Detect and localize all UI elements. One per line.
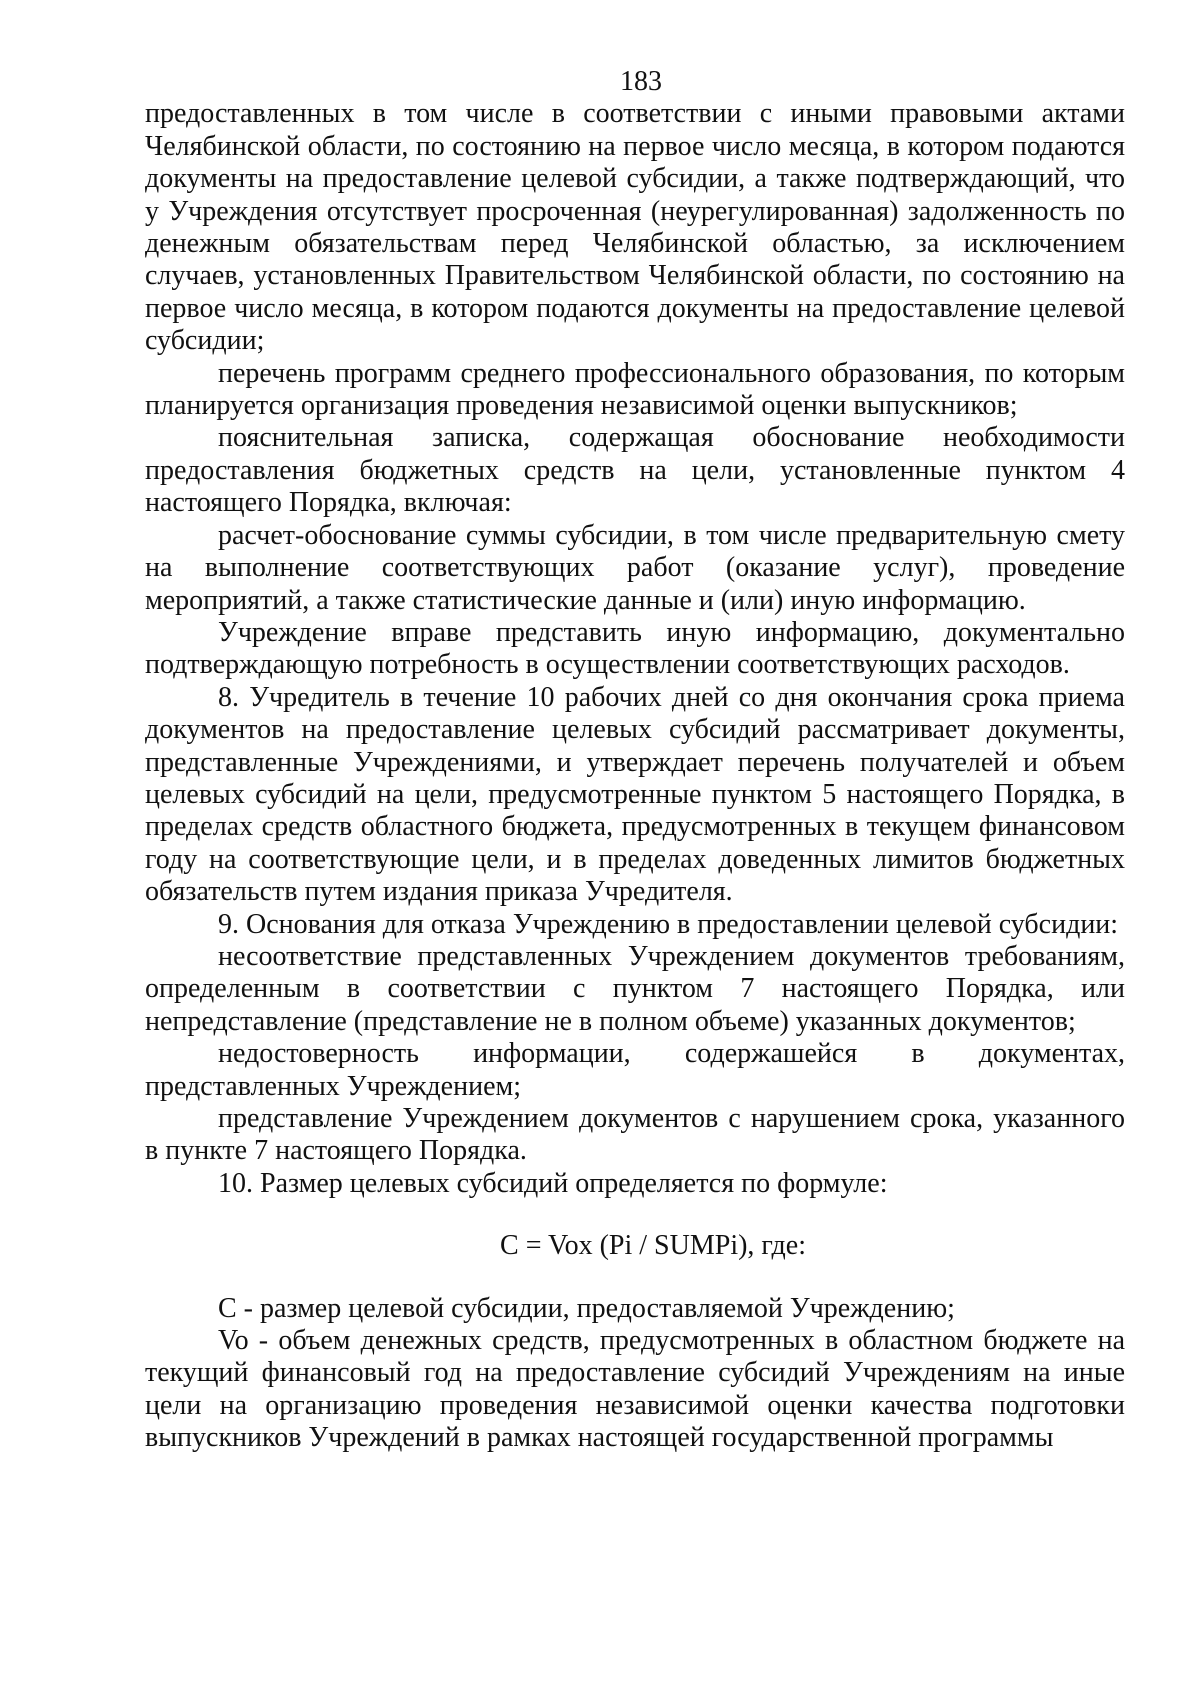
page-number: 183	[620, 66, 662, 97]
paragraph: Vo - объем денежных средств, предусмотренных в областном бюджете на текущий финансовый год на предоставление субсидий Учреждениям на иные цели на организацию проведения независимой оценки качества подготовки выпускников Учреждений в рамках настоящей государственной программы	[145, 1325, 1125, 1454]
paragraph: представление Учреждением документов с нарушением срока, указанного в пункте 7 настоящего Порядка.	[145, 1103, 1125, 1167]
formula: C = Vox (Pi / SUMPi), где:	[500, 1230, 806, 1262]
paragraph: перечень программ среднего профессионального образования, по которым планируется организация проведения независимой оценки выпускников;	[145, 357, 1125, 422]
paragraph: 8. Учредитель в течение 10 рабочих дней со дня окончания срока приема документов на предоставление целевых субсидий рассматривает документы, представленные Учреждениями, и утверждает перечень получателей и объем целевых субсидий на цели, предусмотренные пунктом 5 настоящего Порядка, в пределах средств областного бюджета, предусмотренных в текущем финансовом году на соответствующие цели, и в пределах доведенных лимитов бюджетных обязательств путем издания приказа Учредителя.	[145, 681, 1125, 908]
paragraph: расчет-обоснование суммы субсидии, в том числе предварительную смету на выполнение соответствующих работ (оказание услуг), проведение мероприятий, а также статистические данные и (или) иную информацию.	[145, 519, 1125, 616]
paragraph: 10. Размер целевых субсидий определяется по формуле:	[218, 1167, 888, 1199]
paragraph: предоставленных в том числе в соответствии с иными правовыми актами Челябинской области, по состоянию на первое число месяца, в котором подаются документы на предоставление целевой субсидии, а также подтверждающий, что у Учреждения отсутствует просроченная (неурегулированная) задолженность по денежным обязательствам перед Челябинской областью, за исключением случаев, установленных Правительством Челябинской области, по состоянию на первое число месяца, в котором подаются документы на предоставление целевой субсидии;	[145, 98, 1125, 357]
paragraph: C - размер целевой субсидии, предоставляемой Учреждению;	[218, 1292, 955, 1324]
paragraph: пояснительная записка, содержащая обоснование необходимости предоставления бюджетных средств на цели, установленные пунктом 4 настоящего Порядка, включая:	[145, 422, 1125, 519]
paragraph: 9. Основания для отказа Учреждению в предоставлении целевой субсидии:	[218, 908, 1119, 940]
paragraph: недостоверность информации, содержашейся в документах, представленных Учреждением;	[145, 1038, 1125, 1102]
paragraph: Учреждение вправе представить иную информацию, документально подтверждающую потребность в осуществлении соответствующих расходов.	[145, 616, 1125, 681]
document-page	[145, 66, 1125, 1455]
paragraph: несоответствие представленных Учреждением документов требованиям, определенным в соответствии с пунктом 7 настоящего Порядка, или непредставление (представление не в полном объеме) указанных документов;	[145, 940, 1125, 1037]
